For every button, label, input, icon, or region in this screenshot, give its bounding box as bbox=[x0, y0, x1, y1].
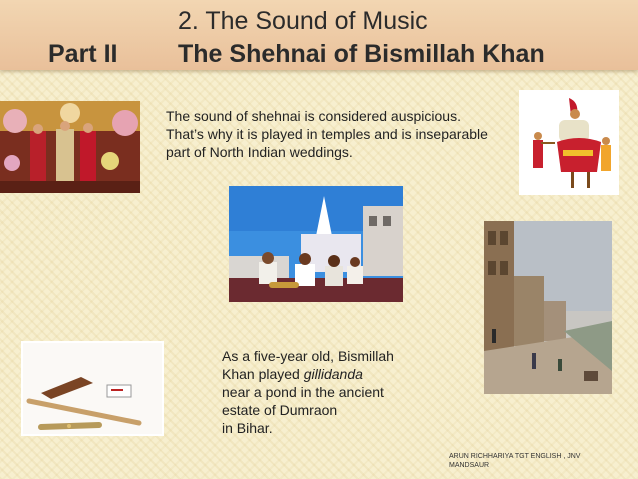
temple-musicians-photo bbox=[229, 186, 403, 302]
p2-line3: near a pond in the ancient bbox=[222, 384, 384, 400]
p2-line2-start: Khan played bbox=[222, 366, 304, 382]
lesson-title: The Shehnai of Bismillah Khan bbox=[178, 40, 545, 68]
p2-line4: estate of Dumraon bbox=[222, 402, 338, 418]
wedding-photo bbox=[0, 101, 140, 193]
chapter-title: 2. The Sound of Music bbox=[178, 7, 428, 35]
p2-line5: in Bihar. bbox=[222, 420, 273, 436]
p2-line1: As a five-year old, Bismillah bbox=[222, 348, 394, 364]
procession-illustration bbox=[519, 90, 619, 195]
gillidanda-term: gillidanda bbox=[303, 366, 363, 382]
shehnai-description: The sound of shehnai is considered auspicious. That’s why it is played in temples and is inseparable part of North Indian weddings. bbox=[166, 108, 488, 160]
part-label: Part II bbox=[48, 40, 118, 68]
childhood-description bbox=[222, 347, 452, 437]
ghats-photo bbox=[484, 221, 612, 394]
gillidanda-photo bbox=[21, 341, 164, 436]
author-credit: ARUN RICHHARIYA TGT ENGLISH , JNV MANDSAUR bbox=[449, 453, 581, 469]
title-banner bbox=[0, 0, 638, 70]
